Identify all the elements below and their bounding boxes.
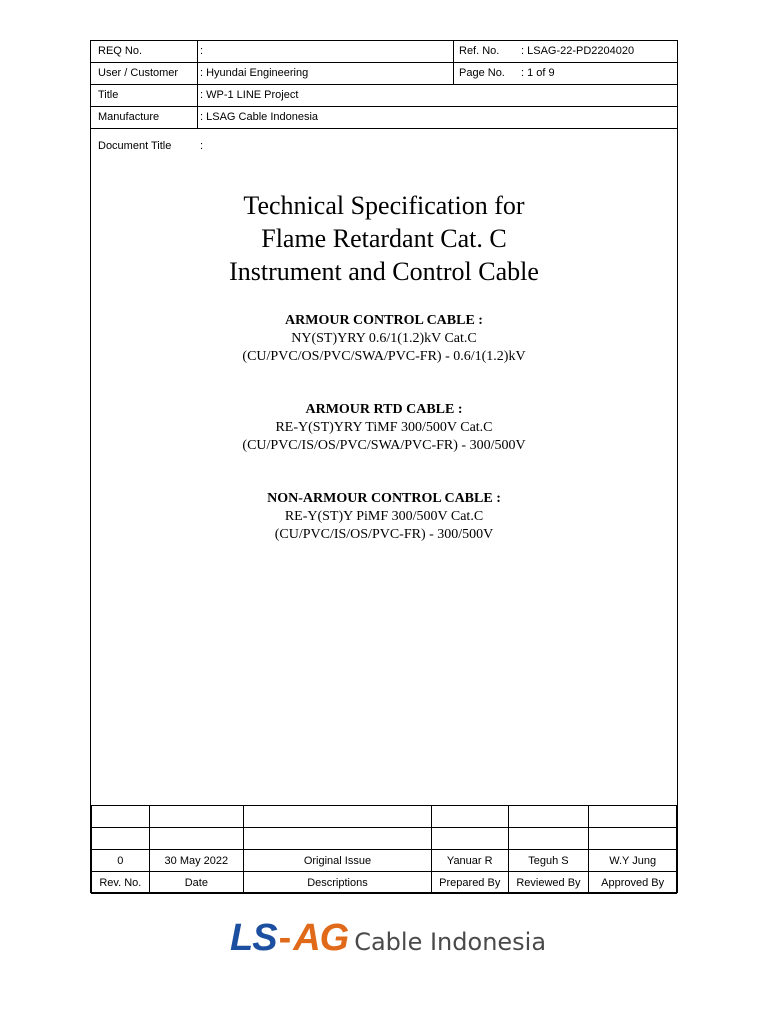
description-cell: Original Issue bbox=[244, 850, 432, 872]
main-title bbox=[91, 189, 677, 288]
section-line: RE-Y(ST)YRY TiMF 300/500V Cat.C bbox=[275, 420, 493, 435]
main-title-line-3: Instrument and Control Cable bbox=[229, 257, 539, 286]
table-cell bbox=[244, 828, 432, 850]
req-value: : bbox=[200, 45, 204, 57]
section-armour-rtd bbox=[91, 401, 677, 455]
table-cell bbox=[589, 806, 677, 828]
section-line: (CU/PVC/OS/PVC/SWA/PVC-FR) - 0.6/1(1.2)kV bbox=[242, 349, 526, 364]
ref-value: : LSAG-22-PD2204020 bbox=[521, 45, 635, 57]
table-cell bbox=[589, 828, 677, 850]
customer-value: : Hyundai Engineering bbox=[200, 67, 309, 79]
req-label: REQ No. bbox=[98, 45, 143, 57]
document-title-value: : bbox=[200, 140, 204, 152]
approved-by-cell: W.Y Jung bbox=[589, 850, 677, 872]
manufacture-value: : LSAG Cable Indonesia bbox=[200, 111, 319, 123]
header-row-req bbox=[91, 41, 677, 63]
section-line: RE-Y(ST)Y PiMF 300/500V Cat.C bbox=[284, 509, 484, 524]
company-logo bbox=[230, 916, 546, 960]
logo-dash: - bbox=[278, 916, 292, 959]
descriptions-header: Descriptions bbox=[244, 872, 432, 894]
table-cell bbox=[149, 828, 243, 850]
section-heading: NON-ARMOUR CONTROL CABLE : bbox=[267, 491, 501, 506]
manufacture-label: Manufacture bbox=[98, 111, 160, 123]
rev-no-cell: 0 bbox=[92, 850, 150, 872]
main-title-line-2: Flame Retardant Cat. C bbox=[261, 224, 507, 253]
section-line: (CU/PVC/IS/OS/PVC-FR) - 300/500V bbox=[274, 527, 494, 542]
section-line: (CU/PVC/IS/OS/PVC/SWA/PVC-FR) - 300/500V bbox=[242, 438, 526, 453]
table-cell bbox=[92, 828, 150, 850]
table-cell bbox=[508, 806, 589, 828]
table-cell bbox=[244, 806, 432, 828]
ref-label: Ref. No. bbox=[459, 45, 500, 57]
reviewed-by-cell: Teguh S bbox=[508, 850, 589, 872]
table-cell bbox=[92, 806, 150, 828]
rev-no-header: Rev. No. bbox=[92, 872, 150, 894]
header-divider-right bbox=[453, 41, 454, 85]
revision-row bbox=[92, 850, 677, 872]
table-cell bbox=[149, 806, 243, 828]
logo-ag: AG bbox=[293, 916, 349, 959]
table-cell bbox=[431, 806, 508, 828]
prepared-by-cell: Yanuar R bbox=[431, 850, 508, 872]
revision-row-empty bbox=[92, 806, 677, 828]
title-label: Title bbox=[98, 89, 119, 101]
section-heading: ARMOUR CONTROL CABLE : bbox=[285, 313, 483, 328]
section-non-armour-control bbox=[91, 490, 677, 544]
section-heading: ARMOUR RTD CABLE : bbox=[305, 402, 463, 417]
page-value: : 1 of 9 bbox=[521, 67, 555, 79]
revision-header-row bbox=[92, 872, 677, 894]
table-cell bbox=[431, 828, 508, 850]
section-armour-control bbox=[91, 312, 677, 366]
prepared-by-header: Prepared By bbox=[431, 872, 508, 894]
main-title-line-1: Technical Specification for bbox=[243, 191, 525, 220]
title-value: : WP-1 LINE Project bbox=[200, 89, 299, 101]
reviewed-by-header: Reviewed By bbox=[508, 872, 589, 894]
revision-table bbox=[91, 805, 677, 894]
section-line: NY(ST)YRY 0.6/1(1.2)kV Cat.C bbox=[291, 331, 477, 346]
document-title-label: Document Title bbox=[98, 140, 172, 152]
approved-by-header: Approved By bbox=[589, 872, 677, 894]
document-frame bbox=[90, 40, 678, 893]
logo-ls: LS bbox=[230, 916, 277, 959]
table-cell bbox=[508, 828, 589, 850]
revision-row-empty bbox=[92, 828, 677, 850]
page-label: Page No. bbox=[459, 67, 505, 79]
logo-text: Cable Indonesia bbox=[354, 928, 547, 956]
customer-label: User / Customer bbox=[98, 67, 179, 79]
header-row-manufacture bbox=[91, 107, 677, 129]
header-row-customer bbox=[91, 63, 677, 85]
date-cell: 30 May 2022 bbox=[149, 850, 243, 872]
header-row-title bbox=[91, 85, 677, 107]
header-divider-left bbox=[197, 41, 198, 129]
date-header: Date bbox=[149, 872, 243, 894]
